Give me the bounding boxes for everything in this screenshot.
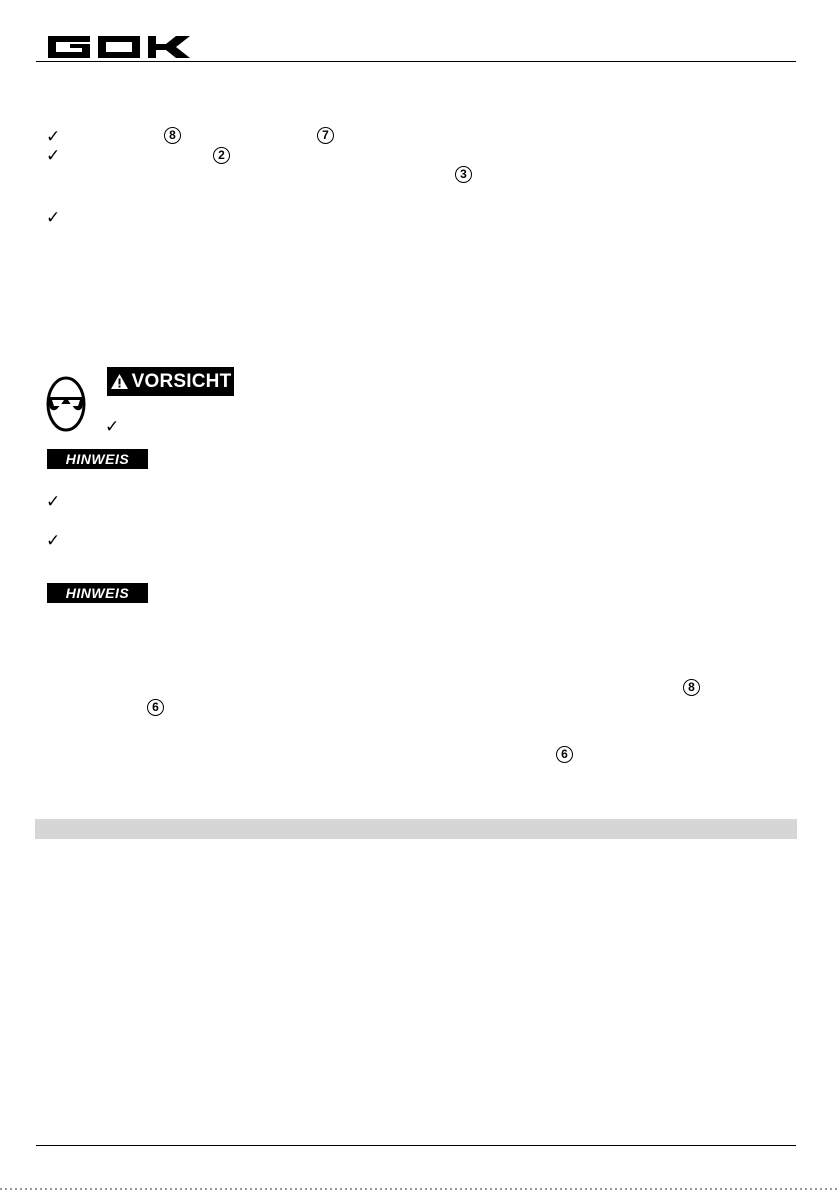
part-marker-6: 6: [556, 746, 573, 763]
gok-logo-graphic: [46, 34, 192, 60]
page-edge-dots: [0, 1188, 840, 1190]
part-marker-3: 3: [455, 166, 472, 183]
check-icon: ✓: [46, 208, 61, 228]
gok-logo: [46, 34, 192, 60]
part-marker-6: 6: [147, 699, 164, 716]
goggles-figure: [38, 374, 96, 432]
part-marker-8: 8: [683, 679, 700, 696]
check-icon: ✓: [46, 146, 61, 166]
caution-badge: [107, 367, 234, 396]
footer-rule: [36, 1145, 796, 1146]
warning-triangle-icon: [110, 373, 129, 390]
part-marker-8: 8: [164, 127, 181, 144]
caution-label: VORSICHT: [131, 371, 232, 392]
note-badge: HINWEIS: [47, 449, 148, 469]
part-marker-2: 2: [213, 147, 230, 164]
part-marker-7: 7: [317, 127, 334, 144]
section-heading-bar: [35, 819, 797, 839]
note-badge: HINWEIS: [47, 583, 148, 603]
safety-goggles-icon: [38, 374, 96, 432]
check-icon: ✓: [46, 127, 61, 147]
check-icon: ✓: [105, 417, 120, 437]
header-rule: [36, 61, 796, 62]
check-icon: ✓: [46, 492, 61, 512]
check-icon: ✓: [46, 531, 61, 551]
